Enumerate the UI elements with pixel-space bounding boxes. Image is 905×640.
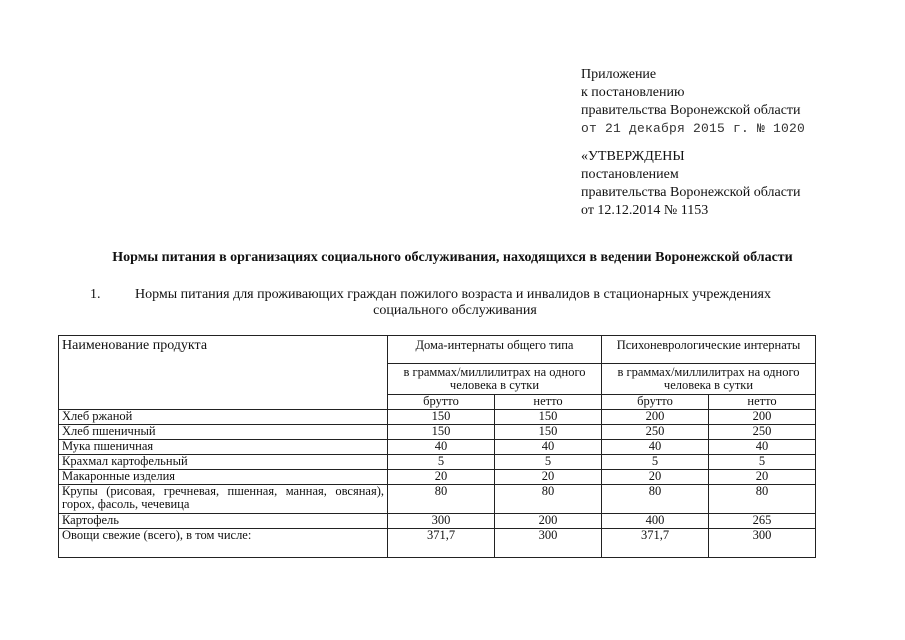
header-product-name: Наименование продукта [59,336,388,410]
table-row [59,425,816,440]
value-cell: 40 [388,440,495,455]
value-cell: 250 [602,425,709,440]
header-group-psycho: Психоневрологические интернаты [602,336,816,364]
table-row [59,455,816,470]
value-cell: 200 [602,410,709,425]
header-netto: нетто [709,395,816,410]
approved-line: от 12.12.2014 № 1153 [581,203,709,218]
value-cell: 80 [709,485,816,514]
approved-line: «УТВЕРЖДЕНЫ [581,149,685,164]
table-row [59,514,816,529]
value-cell: 300 [495,529,602,558]
appendix-date-stamp: от 21 декабря 2015 г. № 1020 [581,121,806,136]
value-cell: 20 [495,470,602,485]
value-cell: 80 [602,485,709,514]
product-name: Хлеб пшеничный [59,425,388,440]
value-cell: 265 [709,514,816,529]
document-title: Нормы питания в организациях социального обслуживания, находящихся в ведении Воронежской области [112,250,793,265]
value-cell: 150 [388,410,495,425]
header-unit: в граммах/миллилитрах на одного человека в сутки [602,364,816,395]
section-number: 1. [90,287,101,302]
section-title-line2: социального обслуживания [373,303,537,318]
value-cell: 150 [495,425,602,440]
product-name: Мука пшеничная [59,440,388,455]
table-row [59,410,816,425]
approved-block [581,148,801,220]
product-name: Макаронные изделия [59,470,388,485]
value-cell: 20 [709,470,816,485]
header-brutto: брутто [388,395,495,410]
value-cell: 5 [388,455,495,470]
header-group-general: Дома-интернаты общего типа [388,336,602,364]
value-cell: 80 [388,485,495,514]
norms-table [58,335,816,558]
value-cell: 371,7 [602,529,709,558]
product-name: Овощи свежие (всего), в том числе: [59,529,388,558]
product-name: Картофель [59,514,388,529]
value-cell: 150 [495,410,602,425]
product-name: Крахмал картофельный [59,455,388,470]
value-cell: 5 [495,455,602,470]
value-cell: 40 [709,440,816,455]
value-cell: 200 [709,410,816,425]
value-cell: 5 [709,455,816,470]
table-row [59,485,816,514]
table-row [59,529,816,558]
value-cell: 40 [495,440,602,455]
header-brutto: брутто [602,395,709,410]
value-cell: 5 [602,455,709,470]
header-netto: нетто [495,395,602,410]
value-cell: 200 [495,514,602,529]
appendix-line: правительства Воронежской области [581,103,801,118]
value-cell: 20 [388,470,495,485]
value-cell: 150 [388,425,495,440]
appendix-block [581,66,805,138]
value-cell: 80 [495,485,602,514]
header-unit: в граммах/миллилитрах на одного человека в сутки [388,364,602,395]
value-cell: 20 [602,470,709,485]
value-cell: 250 [709,425,816,440]
appendix-line: к постановлению [581,85,685,100]
value-cell: 400 [602,514,709,529]
table-row [59,440,816,455]
value-cell: 371,7 [388,529,495,558]
appendix-line: Приложение [581,67,657,82]
value-cell: 300 [709,529,816,558]
approved-line: постановлением [581,167,679,182]
section-title-line1: Нормы питания для проживающих граждан пожилого возраста и инвалидов в стационарных учреждениях [135,287,771,302]
value-cell: 40 [602,440,709,455]
product-name: Крупы (рисовая, гречневая, пшенная, манная, овсяная), горох, фасоль, чечевица [59,485,388,514]
value-cell: 300 [388,514,495,529]
product-name: Хлеб ржаной [59,410,388,425]
approved-line: правительства Воронежской области [581,185,801,200]
table-row [59,470,816,485]
